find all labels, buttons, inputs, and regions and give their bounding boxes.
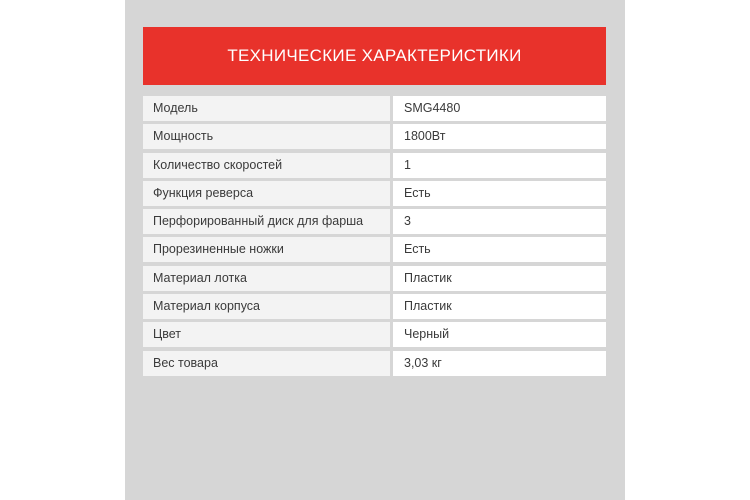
- specs-table: [143, 96, 606, 379]
- spec-value-reverse: Есть: [393, 181, 606, 206]
- spec-value-speeds: 1: [393, 153, 606, 178]
- spec-value-feet: Есть: [393, 237, 606, 262]
- spec-value-weight: 3,03 кг: [393, 351, 606, 376]
- spec-value-power: 1800Вт: [393, 124, 606, 149]
- spec-label-reverse: Функция реверса: [143, 181, 390, 206]
- spec-value-model: SMG4480: [393, 96, 606, 121]
- table-row: [143, 237, 606, 262]
- table-row: [143, 322, 606, 347]
- spec-label-model: Модель: [143, 96, 390, 121]
- spec-value-discs: 3: [393, 209, 606, 234]
- spec-label-tray-material: Материал лотка: [143, 266, 390, 291]
- table-row: [143, 266, 606, 291]
- table-row: [143, 96, 606, 121]
- page-title: ТЕХНИЧЕСКИЕ ХАРАКТЕРИСТИКИ: [227, 46, 522, 65]
- table-row: [143, 351, 606, 376]
- spec-value-body-material: Пластик: [393, 294, 606, 319]
- spec-label-feet: Прорезиненные ножки: [143, 237, 390, 262]
- specs-header: [143, 27, 606, 85]
- table-row: [143, 209, 606, 234]
- table-row: [143, 153, 606, 178]
- table-row: [143, 181, 606, 206]
- spec-value-tray-material: Пластик: [393, 266, 606, 291]
- table-row: [143, 124, 606, 149]
- spec-label-power: Мощность: [143, 124, 390, 149]
- spec-label-color: Цвет: [143, 322, 390, 347]
- table-row: [143, 294, 606, 319]
- spec-value-color: Черный: [393, 322, 606, 347]
- spec-label-discs: Перфорированный диск для фарша: [143, 209, 390, 234]
- spec-label-body-material: Материал корпуса: [143, 294, 390, 319]
- spec-label-speeds: Количество скоростей: [143, 153, 390, 178]
- spec-label-weight: Вес товара: [143, 351, 390, 376]
